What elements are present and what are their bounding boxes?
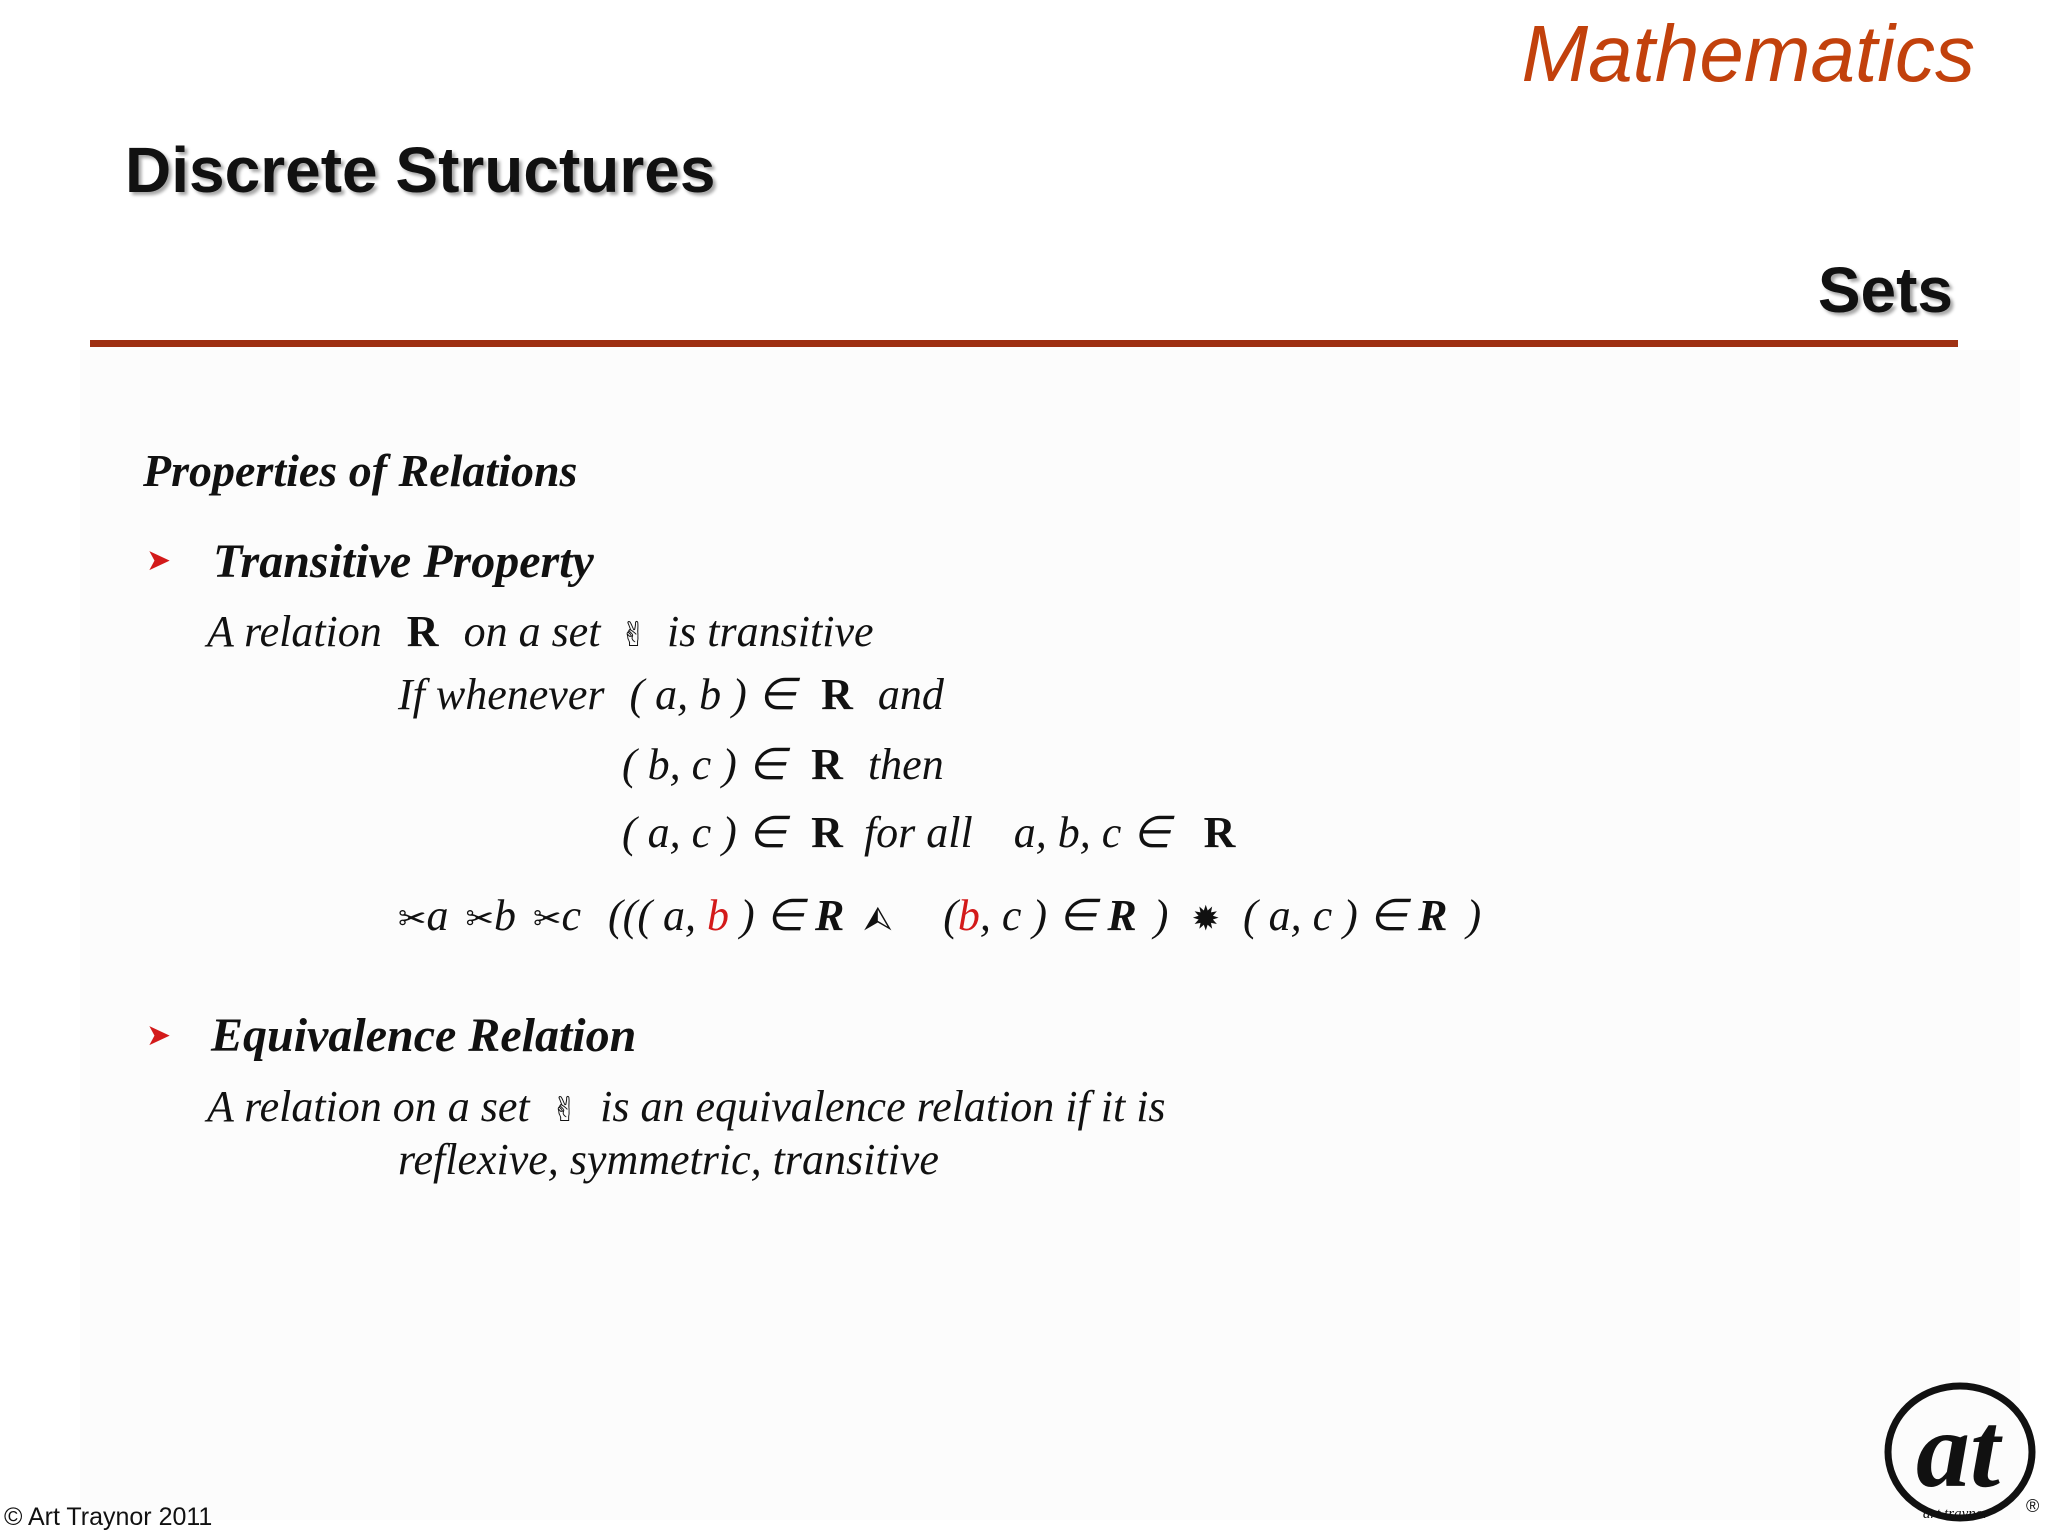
text-span: ( a, b ) ∈ (629, 670, 797, 719)
universal-quantifier-icon: ✂ (465, 899, 494, 939)
variable: b (494, 891, 516, 940)
universal-quantifier-icon: ✂ (533, 899, 562, 939)
text-span: ) ∈ (740, 891, 804, 940)
text-span: ) (1466, 891, 1482, 940)
implies-icon: ✹ (1191, 899, 1220, 939)
text-span: ) (1153, 891, 1169, 940)
text-span: ( a, c ) ∈ (1242, 891, 1408, 940)
logical-and-icon: ⮙ (863, 899, 893, 939)
arrowhead-icon: ➤ (146, 544, 172, 577)
variable: a (426, 891, 449, 940)
transitive-definition-line-3 (622, 740, 944, 789)
text-span: ( (943, 891, 958, 940)
transitive-definition-line-1 (207, 607, 874, 656)
text-span: ( b, c ) ∈ (622, 740, 787, 789)
text-span: is an equivalence relation if it is (600, 1082, 1166, 1131)
text-span: , c ) ∈ (979, 891, 1097, 940)
relation-symbol: R (814, 891, 845, 940)
set-symbol-icon: ✌ (619, 615, 648, 655)
text-span: for all (863, 808, 973, 857)
text-span: then (867, 740, 944, 789)
transitive-formula (398, 891, 1482, 940)
art-traynor-logo (1880, 1378, 2040, 1530)
equivalence-heading: Equivalence Relation (211, 1009, 637, 1062)
text-span: ((( a, (608, 891, 696, 940)
text-span: on a set (463, 607, 601, 656)
universal-quantifier-icon: ✂ (398, 899, 427, 939)
logo-mark: at (1915, 1391, 2001, 1510)
arrowhead-icon: ➤ (146, 1019, 172, 1052)
logo-caption: art traynor (1922, 1506, 1990, 1522)
text-span: ( a, c ) ∈ (622, 808, 787, 857)
text-span: a, b, c ∈ (1013, 808, 1171, 857)
relation-symbol: R (1203, 808, 1236, 857)
copyright-text: © Art Traynor 2011 (4, 1503, 213, 1531)
relation-symbol: R (1418, 891, 1448, 940)
equivalence-definition-line-1 (207, 1082, 1166, 1131)
transitive-definition-line-2 (398, 670, 944, 719)
transitive-definition-line-4 (622, 808, 1236, 857)
subject-title: Mathematics (1521, 9, 1975, 98)
variable: c (561, 891, 582, 940)
header-divider (90, 340, 1958, 347)
registered-mark: ® (2026, 1496, 2040, 1516)
relation-symbol: R (811, 740, 843, 789)
relation-symbol: R (406, 607, 439, 656)
highlighted-variable: b (957, 891, 980, 940)
text-span: is transitive (666, 607, 874, 656)
text-span: A relation (207, 607, 382, 656)
transitive-heading: Transitive Property (213, 535, 594, 588)
text-span: and (877, 670, 944, 719)
relation-symbol: R (1107, 891, 1137, 940)
course-title: Discrete Structures (125, 134, 716, 206)
relation-symbol: R (821, 670, 853, 719)
equivalence-definition-line-2: reflexive, symmetric, transitive (398, 1135, 939, 1184)
relation-symbol: R (811, 808, 843, 857)
highlighted-variable: b (707, 891, 729, 940)
text-span: If whenever (398, 670, 605, 719)
set-symbol-icon: ✌ (550, 1090, 580, 1130)
topic-title: Sets (1817, 254, 1953, 326)
section-title: Properties of Relations (143, 445, 578, 496)
text-span: A relation on a set (207, 1082, 530, 1131)
